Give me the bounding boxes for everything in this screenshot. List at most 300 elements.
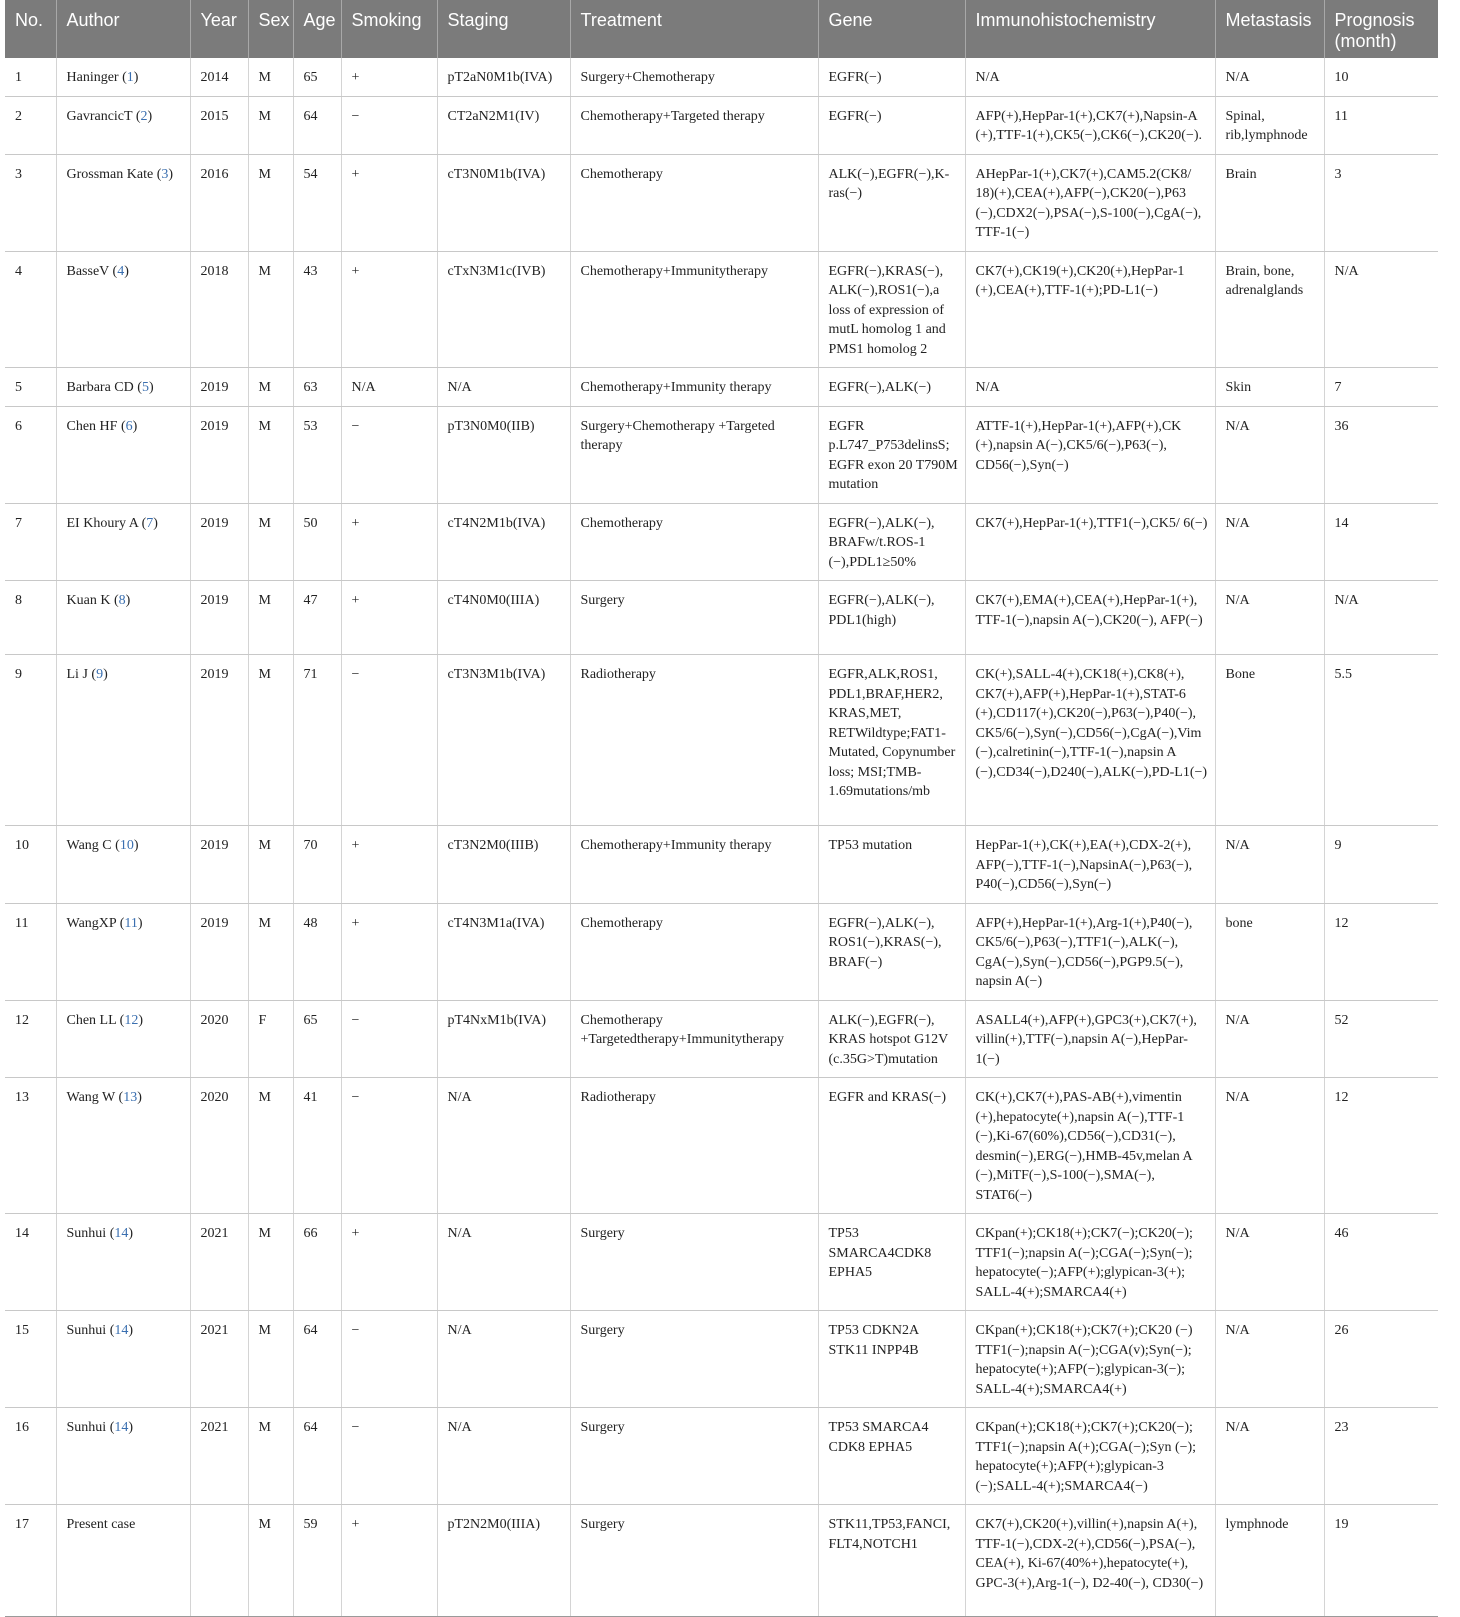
cell-gene: EGFR(−),KRAS(−), ALK(−),ROS1(−),a loss of expression of mutL homolog 1 and PMS1 homolog 2 <box>818 251 965 368</box>
cell-metastasis: lymphnode <box>1215 1505 1324 1617</box>
reference-link[interactable]: 3 <box>161 166 169 182</box>
author-name: Grossman Kate <box>66 166 154 182</box>
ref-paren-close: ) <box>153 515 158 531</box>
cell-metastasis: N/A <box>1215 581 1324 655</box>
cell-author <box>56 581 190 655</box>
cell-metastasis: Brain, bone, adrenalglands <box>1215 251 1324 368</box>
cell-prognosis: 14 <box>1324 503 1438 581</box>
cell-treatment: Radiotherapy <box>570 1078 818 1214</box>
table-row <box>5 503 1438 581</box>
cell-metastasis: N/A <box>1215 58 1324 96</box>
ref-paren-open: ( <box>87 667 97 682</box>
cell-no: 2 <box>5 96 56 154</box>
reference-link[interactable]: 7 <box>146 515 154 531</box>
cell-prognosis: 10 <box>1324 58 1438 96</box>
cell-smoking: + <box>341 58 437 96</box>
cell-smoking: + <box>341 826 437 904</box>
author-name: BasseV <box>66 263 110 279</box>
cell-year: 2019 <box>190 368 248 407</box>
cell-author <box>56 154 190 251</box>
cell-ihc: CK(+),SALL-4(+),CK18(+),CK8(+), CK7(+),AFP(+),HepPar-1(+),STAT-6 (+),CD117(+),CK20(−),P63(−),P40(−), CK5/6(−),Syn(−),CD56(−),CgA(−),Vim (−),calretinin(−),TTF-1(−),napsin A (−),CD34(−),D240(−),ALK(−),PD-L1(−) <box>965 655 1215 826</box>
cell-smoking: − <box>341 1311 437 1408</box>
cell-sex: M <box>248 251 293 368</box>
cell-smoking: + <box>341 503 437 581</box>
cell-prognosis: 36 <box>1324 406 1438 503</box>
ref-paren-close: ) <box>103 667 108 682</box>
reference-link[interactable]: 11 <box>124 915 138 931</box>
cell-age: 43 <box>293 251 341 368</box>
ref-paren-close: ) <box>133 838 139 853</box>
cell-smoking: + <box>341 251 437 368</box>
cell-no: 10 <box>5 826 56 904</box>
cell-author <box>56 503 190 581</box>
reference-link[interactable]: 2 <box>140 108 148 124</box>
table-row <box>5 58 1438 96</box>
cell-staging: pT4NxM1b(IVA) <box>437 1000 570 1078</box>
cell-author <box>56 1000 190 1078</box>
ref-paren-open: ( <box>109 263 118 279</box>
author-name: Wang C <box>66 838 112 853</box>
ref-paren-close: ) <box>132 418 138 434</box>
cell-smoking: − <box>341 655 437 826</box>
ref-paren-close: ) <box>125 593 131 608</box>
cell-age: 41 <box>293 1078 341 1214</box>
table-body <box>5 58 1438 1617</box>
cell-staging: N/A <box>437 1078 570 1214</box>
cell-sex: M <box>248 903 293 1000</box>
header-age: Age <box>293 0 341 58</box>
cell-age: 64 <box>293 1311 341 1408</box>
cell-sex: M <box>248 1078 293 1214</box>
cell-prognosis: 23 <box>1324 1408 1438 1505</box>
header-row <box>5 0 1438 58</box>
cell-author <box>56 826 190 904</box>
case-table <box>5 0 1438 1617</box>
cell-gene: EGFR and KRAS(−) <box>818 1078 965 1214</box>
cell-no: 11 <box>5 903 56 1000</box>
cell-gene: EGFR(−) <box>818 58 965 96</box>
cell-gene: TP53 SMARCA4CDK8 EPHA5 <box>818 1214 965 1311</box>
header-immunohistochemistry: Immunohistochemistry <box>965 0 1215 58</box>
cell-gene: EGFR(−),ALK(−), PDL1(high) <box>818 581 965 655</box>
header-sex: Sex <box>248 0 293 58</box>
cell-smoking: + <box>341 903 437 1000</box>
cell-ihc: CK7(+),CK19(+),CK20(+),HepPar-1 (+),CEA(+),TTF-1(+);PD-L1(−) <box>965 251 1215 368</box>
cell-ihc: CK(+),CK7(+),PAS-AB(+),vimentin (+),hepatocyte(+),napsin A(−),TTF-1 (−),Ki-67(60%),CD56(−),CD31(−), desmin(−),ERG(−),HMB-45v,melan A (−),MiTF(−),S-100(−),SMA(−), STAT6(−) <box>965 1078 1215 1214</box>
table-row <box>5 826 1438 904</box>
cell-treatment: Surgery <box>570 581 818 655</box>
cell-treatment: Surgery+Chemotherapy <box>570 58 818 96</box>
table-row <box>5 655 1438 826</box>
cell-author <box>56 251 190 368</box>
cell-sex: M <box>248 368 293 407</box>
reference-link[interactable]: 14 <box>114 1323 129 1338</box>
cell-sex: M <box>248 96 293 154</box>
cell-staging: CT2aN2M1(IV) <box>437 96 570 154</box>
ref-paren-open: ( <box>133 380 142 395</box>
author-name: EI Khoury A <box>66 515 139 531</box>
header-treatment: Treatment <box>570 0 818 58</box>
table-row <box>5 154 1438 251</box>
cell-smoking: + <box>341 1214 437 1311</box>
cell-gene: EGFR(−) <box>818 96 965 154</box>
table-row <box>5 1078 1438 1214</box>
cell-ihc: N/A <box>965 368 1215 407</box>
cell-gene: TP53 SMARCA4 CDK8 EPHA5 <box>818 1408 965 1505</box>
cell-year: 2020 <box>190 1078 248 1214</box>
reference-link[interactable]: 8 <box>118 593 126 608</box>
cell-sex: M <box>248 154 293 251</box>
ref-paren-open: ( <box>117 418 126 434</box>
ref-paren-close: ) <box>138 1012 143 1028</box>
cell-no: 7 <box>5 503 56 581</box>
table-row <box>5 251 1438 368</box>
cell-age: 65 <box>293 58 341 96</box>
cell-staging: cT3N2M0(IIIB) <box>437 826 570 904</box>
cell-ihc: AFP(+),HepPar-1(+),Arg-1(+),P40(−), CK5/6(−),P63(−),TTF1(−),ALK(−), CgA(−),Syn(−),CD56(−),PGP9.5(−), napsin A(−) <box>965 903 1215 1000</box>
ref-paren-open: ( <box>106 1226 115 1241</box>
table-row <box>5 1000 1438 1078</box>
cell-prognosis: 7 <box>1324 368 1438 407</box>
table-row <box>5 96 1438 154</box>
reference-link[interactable]: 14 <box>114 1420 129 1435</box>
cell-prognosis: 11 <box>1324 96 1438 154</box>
ref-paren-close: ) <box>128 1323 134 1338</box>
cell-metastasis: N/A <box>1215 826 1324 904</box>
ref-paren-open: ( <box>153 166 162 182</box>
cell-ihc: HepPar-1(+),CK(+),EA(+),CDX-2(+), AFP(−),TTF-1(−),NapsinA(−),P63(−), P40(−),CD56(−),Syn(−) <box>965 826 1215 904</box>
author-name: GavrancicT <box>66 108 133 124</box>
cell-age: 53 <box>293 406 341 503</box>
cell-staging: pT2N2M0(IIIA) <box>437 1505 570 1617</box>
cell-prognosis: 3 <box>1324 154 1438 251</box>
cell-prognosis: N/A <box>1324 251 1438 368</box>
cell-smoking: + <box>341 154 437 251</box>
cell-author <box>56 96 190 154</box>
reference-link[interactable]: 4 <box>117 263 125 279</box>
cell-no: 5 <box>5 368 56 407</box>
cell-ihc: CK7(+),HepPar-1(+),TTF1(−),CK5/ 6(−) <box>965 503 1215 581</box>
cell-staging: N/A <box>437 1408 570 1505</box>
table-row <box>5 406 1438 503</box>
reference-link[interactable]: 14 <box>114 1226 129 1241</box>
cell-metastasis: N/A <box>1215 1214 1324 1311</box>
cell-sex: M <box>248 503 293 581</box>
cell-author <box>56 1505 190 1617</box>
author-name: Sunhui <box>66 1226 107 1241</box>
cell-year: 2019 <box>190 903 248 1000</box>
cell-staging: cT3N3M1b(IVA) <box>437 655 570 826</box>
header-prognosis: Prognosis (month) <box>1324 0 1438 58</box>
cell-no: 9 <box>5 655 56 826</box>
cell-sex: M <box>248 655 293 826</box>
cell-staging: cT4N3M1a(IVA) <box>437 903 570 1000</box>
cell-metastasis: N/A <box>1215 406 1324 503</box>
table-row <box>5 903 1438 1000</box>
cell-author <box>56 1214 190 1311</box>
table-row <box>5 368 1438 407</box>
cell-prognosis: 26 <box>1324 1311 1438 1408</box>
cell-year: 2019 <box>190 581 248 655</box>
cell-no: 15 <box>5 1311 56 1408</box>
cell-gene: EGFR(−),ALK(−) <box>818 368 965 407</box>
ref-paren-open: ( <box>111 838 120 853</box>
cell-metastasis: Spinal, rib,lymphnode <box>1215 96 1324 154</box>
ref-paren-close: ) <box>137 1090 142 1105</box>
cell-no: 4 <box>5 251 56 368</box>
cell-treatment: Surgery <box>570 1311 818 1408</box>
table-header <box>5 0 1438 58</box>
cell-sex: M <box>248 1214 293 1311</box>
ref-paren-open: ( <box>116 1012 125 1028</box>
cell-staging: N/A <box>437 1311 570 1408</box>
cell-sex: M <box>248 1408 293 1505</box>
cell-age: 70 <box>293 826 341 904</box>
table-row <box>5 1408 1438 1505</box>
reference-link[interactable]: 12 <box>124 1012 139 1028</box>
cell-year: 2019 <box>190 503 248 581</box>
cell-metastasis: Brain <box>1215 154 1324 251</box>
reference-link[interactable]: 5 <box>141 380 149 395</box>
cell-no: 3 <box>5 154 56 251</box>
ref-paren-close: ) <box>168 166 174 182</box>
cell-sex: M <box>248 581 293 655</box>
cell-gene: EGFR(−),ALK(−), BRAFw/t.ROS-1 (−),PDL1≥50% <box>818 503 965 581</box>
cell-smoking: − <box>341 1000 437 1078</box>
cell-no: 8 <box>5 581 56 655</box>
ref-paren-open: ( <box>118 70 127 85</box>
ref-paren-open: ( <box>110 593 119 608</box>
table-row <box>5 581 1438 655</box>
cell-year: 2021 <box>190 1408 248 1505</box>
ref-paren-open: ( <box>115 1090 124 1105</box>
cell-staging: cTxN3M1c(IVB) <box>437 251 570 368</box>
cell-age: 64 <box>293 1408 341 1505</box>
cell-treatment: Surgery <box>570 1408 818 1505</box>
cell-sex: M <box>248 58 293 96</box>
cell-year: 2021 <box>190 1214 248 1311</box>
cell-prognosis: 5.5 <box>1324 655 1438 826</box>
cell-prognosis: 9 <box>1324 826 1438 904</box>
header-smoking: Smoking <box>341 0 437 58</box>
reference-link[interactable]: 13 <box>123 1090 138 1105</box>
cell-staging: N/A <box>437 1214 570 1311</box>
author-name: Haninger <box>66 70 119 85</box>
cell-gene: STK11,TP53,FANCI, FLT4,NOTCH1 <box>818 1505 965 1617</box>
ref-paren-open: ( <box>138 515 147 531</box>
cell-metastasis: Bone <box>1215 655 1324 826</box>
cell-ihc: CK7(+),CK20(+),villin(+),napsin A(+), TTF-1(−),CDX-2(+),CD56(−),PSA(−), CEA(+), Ki-67(40%+),hepatocyte(+), GPC-3(+),Arg-1(−), D2-40(−), CD30(−) <box>965 1505 1215 1617</box>
cell-treatment: Chemotherapy <box>570 903 818 1000</box>
cell-no: 12 <box>5 1000 56 1078</box>
cell-staging: pT2aN0M1b(IVA) <box>437 58 570 96</box>
ref-paren-close: ) <box>128 1226 134 1241</box>
cell-age: 71 <box>293 655 341 826</box>
cell-author <box>56 903 190 1000</box>
cell-author <box>56 1311 190 1408</box>
cell-no: 1 <box>5 58 56 96</box>
cell-gene: ALK(−),EGFR(−),K-ras(−) <box>818 154 965 251</box>
ref-paren-open: ( <box>116 915 125 931</box>
cell-treatment: Radiotherapy <box>570 655 818 826</box>
cell-age: 64 <box>293 96 341 154</box>
cell-author <box>56 58 190 96</box>
cell-author <box>56 1078 190 1214</box>
cell-treatment: Chemotherapy+Immunitytherapy <box>570 251 818 368</box>
cell-ihc: CKpan(+);CK18(+);CK7(−);CK20(−); TTF1(−);napsin A(−);CGA(−);Syn(−); hepatocyte(−);AFP(+);glypican-3(+); SALL-4(+);SMARCA4(+) <box>965 1214 1215 1311</box>
reference-link[interactable]: 6 <box>125 418 133 434</box>
cell-no: 17 <box>5 1505 56 1617</box>
cell-gene: ALK(−),EGFR(−), KRAS hotspot G12V (c.35G>T)mutation <box>818 1000 965 1078</box>
cell-age: 59 <box>293 1505 341 1617</box>
cell-year: 2019 <box>190 406 248 503</box>
cell-prognosis: 52 <box>1324 1000 1438 1078</box>
cell-year: 2014 <box>190 58 248 96</box>
cell-treatment: Chemotherapy+Targeted therapy <box>570 96 818 154</box>
cell-smoking: N/A <box>341 368 437 407</box>
cell-treatment: Surgery <box>570 1505 818 1617</box>
cell-staging: pT3N0M0(IIB) <box>437 406 570 503</box>
header-staging: Staging <box>437 0 570 58</box>
cell-prognosis: N/A <box>1324 581 1438 655</box>
cell-prognosis: 19 <box>1324 1505 1438 1617</box>
cell-no: 6 <box>5 406 56 503</box>
cell-no: 16 <box>5 1408 56 1505</box>
cell-ihc: N/A <box>965 58 1215 96</box>
table-row <box>5 1505 1438 1617</box>
header-year: Year <box>190 0 248 58</box>
cell-metastasis: bone <box>1215 903 1324 1000</box>
cell-smoking: + <box>341 581 437 655</box>
ref-paren-close: ) <box>124 263 129 279</box>
cell-staging: cT3N0M1b(IVA) <box>437 154 570 251</box>
cell-author <box>56 1408 190 1505</box>
author-name: WangXP <box>66 915 117 931</box>
cell-year: 2020 <box>190 1000 248 1078</box>
cell-ihc: AHepPar-1(+),CK7(+),CAM5.2(CK8/ 18)(+),CEA(+),AFP(−),CK20(−),P63 (−),CDX2(−),PSA(−),S-100(−),CgA(−), TTF-1(−) <box>965 154 1215 251</box>
cell-year: 2019 <box>190 655 248 826</box>
cell-smoking: − <box>341 1078 437 1214</box>
author-name: Wang W <box>66 1090 116 1105</box>
cell-treatment: Chemotherapy <box>570 154 818 251</box>
author-name: Sunhui <box>66 1420 107 1435</box>
cell-sex: M <box>248 406 293 503</box>
cell-metastasis: N/A <box>1215 1311 1324 1408</box>
cell-gene: EGFR,ALK,ROS1, PDL1,BRAF,HER2, KRAS,MET, RETWildtype;FAT1-Mutated, Copynumber loss; MSI;TMB-1.69mutations/mb <box>818 655 965 826</box>
ref-paren-close: ) <box>137 915 143 931</box>
cell-age: 54 <box>293 154 341 251</box>
cell-metastasis: N/A <box>1215 1000 1324 1078</box>
reference-link[interactable]: 10 <box>119 838 134 853</box>
header-gene: Gene <box>818 0 965 58</box>
author-name: Sunhui <box>66 1323 107 1338</box>
cell-gene: TP53 CDKN2A STK11 INPP4B <box>818 1311 965 1408</box>
cell-year: 2016 <box>190 154 248 251</box>
ref-paren-open: ( <box>132 108 141 124</box>
cell-age: 48 <box>293 903 341 1000</box>
ref-paren-open: ( <box>106 1323 115 1338</box>
cell-treatment: Surgery+Chemotherapy +Targeted therapy <box>570 406 818 503</box>
cell-no: 14 <box>5 1214 56 1311</box>
cell-prognosis: 12 <box>1324 903 1438 1000</box>
cell-treatment: Chemotherapy+Immunity therapy <box>570 368 818 407</box>
cell-age: 63 <box>293 368 341 407</box>
cell-age: 47 <box>293 581 341 655</box>
cell-no: 13 <box>5 1078 56 1214</box>
author-name: Barbara CD <box>66 380 134 395</box>
cell-age: 66 <box>293 1214 341 1311</box>
ref-paren-close: ) <box>148 380 154 395</box>
reference-link[interactable]: 9 <box>96 667 104 682</box>
author-name: Present case <box>66 1517 136 1532</box>
cell-year: 2019 <box>190 826 248 904</box>
table-row <box>5 1311 1438 1408</box>
cell-year <box>190 1505 248 1617</box>
cell-gene: EGFR(−),ALK(−), ROS1(−),KRAS(−), BRAF(−) <box>818 903 965 1000</box>
ref-paren-close: ) <box>133 70 139 85</box>
cell-author <box>56 368 190 407</box>
cell-sex: M <box>248 1505 293 1617</box>
cell-treatment: Chemotherapy+Immunity therapy <box>570 826 818 904</box>
cell-ihc: CK7(+),EMA(+),CEA(+),HepPar-1(+), TTF-1(−),napsin A(−),CK20(−), AFP(−) <box>965 581 1215 655</box>
cell-ihc: ASALL4(+),AFP(+),GPC3(+),CK7(+), villin(+),TTF(−),napsin A(−),HepPar-1(−) <box>965 1000 1215 1078</box>
ref-paren-open: ( <box>106 1420 115 1435</box>
cell-gene: TP53 mutation <box>818 826 965 904</box>
header-author: Author <box>56 0 190 58</box>
cell-year: 2021 <box>190 1311 248 1408</box>
cell-staging: N/A <box>437 368 570 407</box>
reference-link[interactable]: 1 <box>126 70 134 85</box>
author-name: Kuan K <box>66 593 111 608</box>
cell-smoking: − <box>341 406 437 503</box>
cell-age: 50 <box>293 503 341 581</box>
cell-author <box>56 406 190 503</box>
cell-age: 65 <box>293 1000 341 1078</box>
cell-smoking: − <box>341 96 437 154</box>
cell-staging: cT4N0M0(IIIA) <box>437 581 570 655</box>
cell-sex: M <box>248 826 293 904</box>
cell-ihc: AFP(+),HepPar-1(+),CK7(+),Napsin-A (+),TTF-1(+),CK5(−),CK6(−),CK20(−). <box>965 96 1215 154</box>
cell-metastasis: N/A <box>1215 503 1324 581</box>
cell-sex: F <box>248 1000 293 1078</box>
author-name: Chen LL <box>66 1012 117 1028</box>
cell-ihc: CKpan(+);CK18(+);CK7(+);CK20 (−) TTF1(−);napsin A(−);CGA(v);Syn(−); hepatocyte(+);AFP(−);glypican-3(−); SALL-4(+);SMARCA4(+) <box>965 1311 1215 1408</box>
cell-sex: M <box>248 1311 293 1408</box>
cell-gene: EGFR p.L747_P753delinsS; EGFR exon 20 T790M mutation <box>818 406 965 503</box>
ref-paren-close: ) <box>128 1420 134 1435</box>
cell-treatment: Surgery <box>570 1214 818 1311</box>
cell-smoking: − <box>341 1408 437 1505</box>
cell-treatment: Chemotherapy <box>570 503 818 581</box>
cell-ihc: CKpan(+);CK18(+);CK7(+);CK20(−); TTF1(−);napsin A(+);CGA(−);Syn (−); hepatocyte(+);AFP(+);glypican-3 (−);SALL-4(+);SMARCA4(−) <box>965 1408 1215 1505</box>
cell-ihc: ATTF-1(+),HepPar-1(+),AFP(+),CK (+),napsin A(−),CK5/6(−),P63(−), CD56(−),Syn(−) <box>965 406 1215 503</box>
author-name: Chen HF <box>66 418 118 434</box>
cell-treatment: Chemotherapy +Targetedtherapy+Immunitytherapy <box>570 1000 818 1078</box>
table-container <box>5 0 1438 1617</box>
table-row <box>5 1214 1438 1311</box>
author-name: Li J <box>66 667 88 682</box>
cell-year: 2018 <box>190 251 248 368</box>
cell-metastasis: N/A <box>1215 1408 1324 1505</box>
cell-staging: cT4N2M1b(IVA) <box>437 503 570 581</box>
cell-author <box>56 655 190 826</box>
cell-smoking: + <box>341 1505 437 1617</box>
cell-prognosis: 46 <box>1324 1214 1438 1311</box>
cell-year: 2015 <box>190 96 248 154</box>
header-metastasis: Metastasis <box>1215 0 1324 58</box>
ref-paren-close: ) <box>147 108 153 124</box>
header-no: No. <box>5 0 56 58</box>
